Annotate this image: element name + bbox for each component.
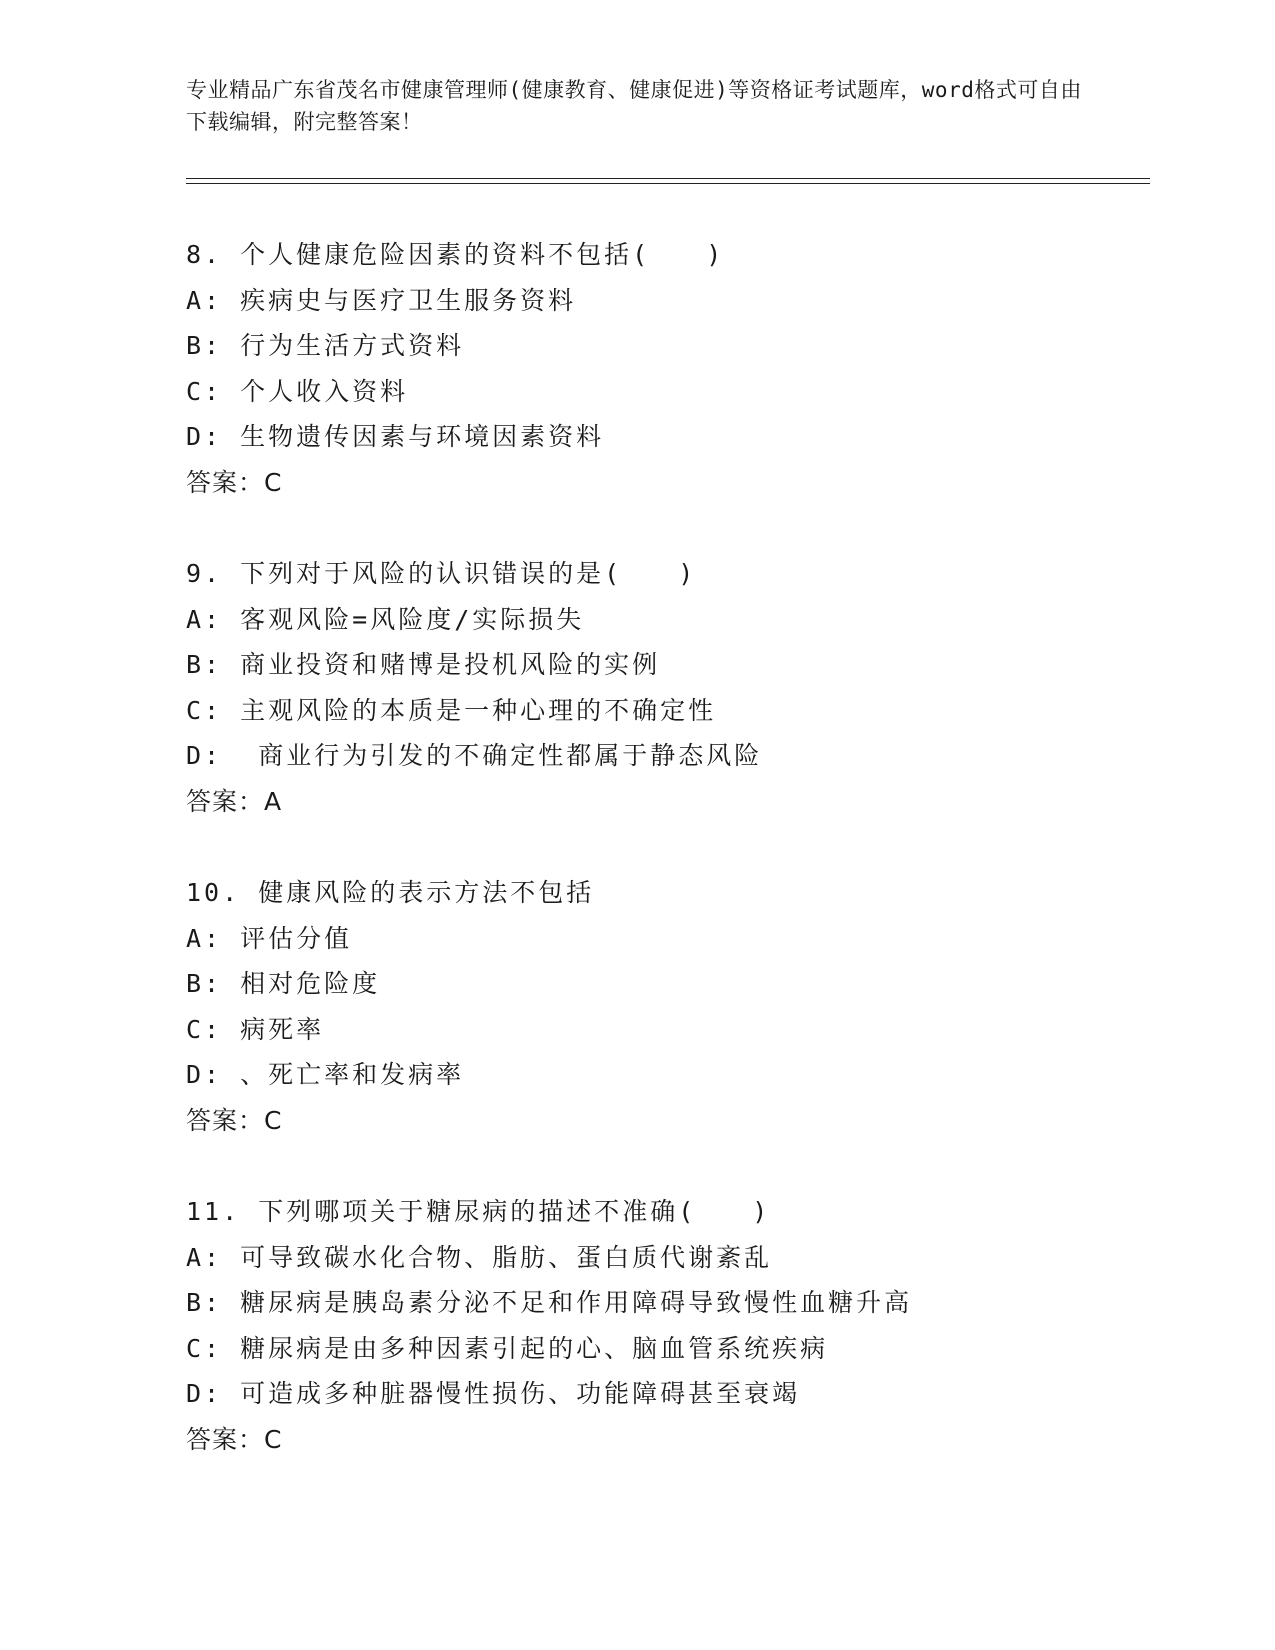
question-stem: 8. 个人健康危险因素的资料不包括( ) — [186, 240, 725, 269]
option-a: A: 可导致碳水化合物、脂肪、蛋白质代谢紊乱 — [186, 1242, 773, 1272]
header-divider-bottom — [186, 183, 1150, 184]
option-b: B: 相对危险度 — [186, 969, 381, 999]
answer: 答案：C — [186, 1424, 283, 1454]
answer: 答案：A — [186, 786, 283, 816]
option-a: A: 评估分值 — [186, 923, 353, 953]
answer: 答案：C — [186, 467, 283, 497]
option-c: C: 糖尿病是由多种因素引起的心、脑血管系统疾病 — [186, 1333, 829, 1363]
option-d: D: 商业行为引发的不确定性都属于静态风险 — [186, 741, 763, 771]
option-d: D: 、死亡率和发病率 — [186, 1060, 465, 1090]
question-11 — [186, 1189, 1146, 1463]
answer: 答案：C — [186, 1105, 283, 1135]
option-a: A: 疾病史与医疗卫生服务资料 — [186, 285, 577, 315]
option-c: C: 个人收入资料 — [186, 376, 409, 406]
option-b: B: 糖尿病是胰岛素分泌不足和作用障碍导致慢性血糖升高 — [186, 1288, 913, 1318]
option-c: C: 病死率 — [186, 1014, 325, 1044]
option-c: C: 主观风险的本质是一种心理的不确定性 — [186, 695, 717, 725]
question-stem: 10. 健康风险的表示方法不包括 — [186, 878, 595, 907]
option-d: D: 可造成多种脏器慢性损伤、功能障碍甚至衰竭 — [186, 1379, 801, 1409]
question-stem: 11. 下列哪项关于糖尿病的描述不准确( ) — [186, 1197, 771, 1226]
document-header: 专业精品广东省茂名市健康管理师(健康教育、健康促进)等资格证考试题库，word格式可自由下载编辑，附完整答案！ — [186, 78, 1082, 134]
question-9 — [186, 551, 1146, 825]
option-b: B: 商业投资和赌博是投机风险的实例 — [186, 650, 661, 680]
option-b: B: 行为生活方式资料 — [186, 331, 465, 361]
question-stem: 9. 下列对于风险的认识错误的是( ) — [186, 559, 697, 588]
header-divider-top — [186, 178, 1150, 179]
option-a: A: 客观风险=风险度/实际损失 — [186, 604, 585, 634]
option-d: D: 生物遗传因素与环境因素资料 — [186, 422, 605, 452]
question-10 — [186, 870, 1146, 1144]
question-8 — [186, 232, 1146, 506]
